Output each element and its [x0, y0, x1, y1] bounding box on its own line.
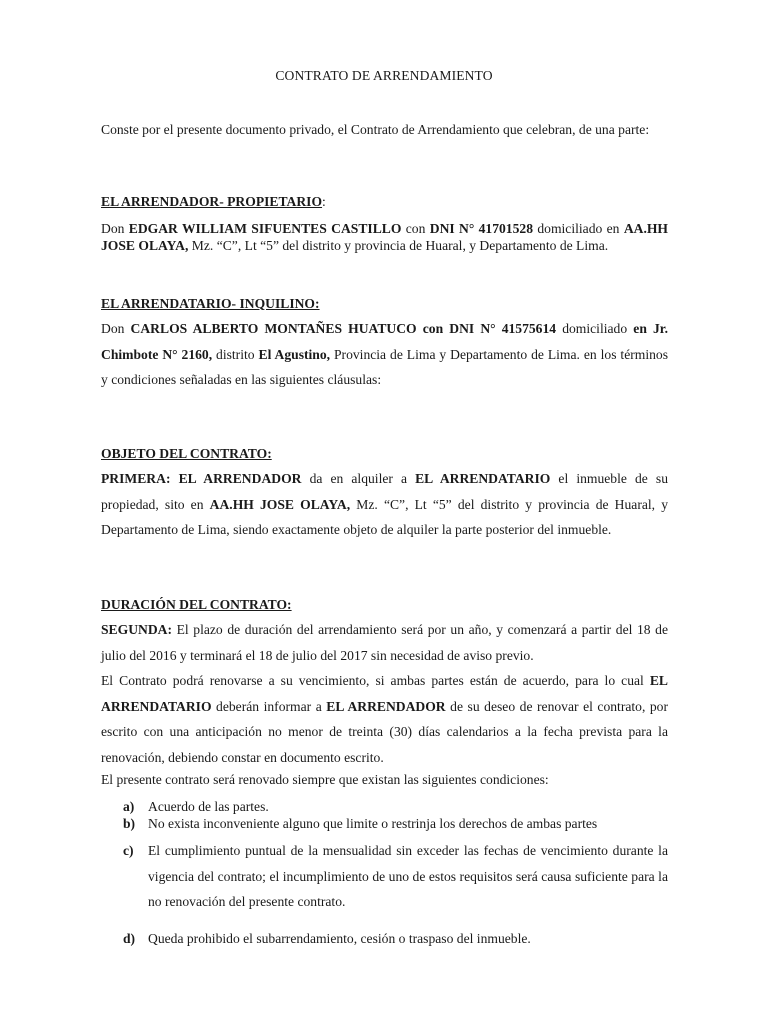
text-run: domiciliado — [556, 321, 634, 336]
party-arrendador: EL ARRENDADOR — [326, 698, 446, 714]
clause-label-segunda: SEGUNDA: — [101, 622, 172, 637]
list-item — [123, 815, 668, 832]
text-run: Don — [101, 321, 131, 336]
text-run: Mz. “C”, Lt “5” del distrito y provincia de Huaral, y Departamento de Lima. — [188, 238, 609, 253]
arrendatario-heading — [101, 296, 668, 312]
intro-paragraph: Conste por el presente documento privado, el Contrato de Arrendamiento que celebran, de una parte: — [101, 122, 650, 137]
party-arrendatario: EL ARRENDATARIO — [415, 471, 551, 486]
text-run: Provincia de Lima y Departamento de Lima. en los términos y condiciones señaladas en las siguientes cláusulas: — [101, 346, 669, 387]
text-run: El plazo de duración del arrendamiento será por un año, y comenzará a partir del 18 de julio del 2016 y terminará el 18 de julio del 2017 sin necesidad de aviso previo. — [101, 622, 668, 663]
list-item-text: Queda prohibido el subarrendamiento, cesión o traspaso del inmueble. — [148, 931, 531, 946]
objeto-paragraph — [101, 466, 668, 543]
arrendador-heading-text: EL ARRENDADOR- PROPIETARIO — [101, 194, 323, 209]
duracion-paragraph — [101, 617, 668, 668]
list-marker: b) — [123, 816, 136, 831]
text-run: El Contrato podrá renovarse a su vencimiento, si ambas partes están de acuerdo, para lo cual — [101, 673, 650, 688]
text-run: domiciliado en — [533, 221, 624, 236]
party-arrendatario: EL ARRENDATARIO — [101, 673, 668, 714]
arrendador-dni: DNI N° 41701528 — [429, 221, 533, 236]
list-item — [123, 838, 668, 915]
party-arrendador: EL ARRENDADOR — [178, 471, 302, 486]
arrendatario-heading-text: EL ARRENDATARIO- INQUILINO: — [101, 296, 320, 311]
conditions-intro: El presente contrato será renovado siempre que existan las siguientes condiciones: — [101, 772, 549, 787]
text-run: Don — [101, 221, 129, 236]
arrendador-heading-suffix: : — [322, 194, 326, 209]
list-item — [123, 930, 668, 947]
list-marker: c) — [123, 843, 134, 858]
list-marker: d) — [123, 931, 136, 946]
text-run: distrito — [212, 346, 259, 362]
text-run: deberán informar a — [211, 698, 327, 714]
list-item-text: El cumplimiento puntual de la mensualidad sin exceder las fechas de vencimiento durante la vigencia del contrato; el incumplimiento de uno de estos requisitos será causa suficiente para la no renovación del presente contrato. — [148, 843, 668, 909]
clause-label-primera: PRIMERA: — [101, 471, 171, 486]
arrendador-name: EDGAR WILLIAM SIFUENTES CASTILLO — [128, 221, 402, 236]
duracion-heading — [101, 597, 668, 613]
property-address: AA.HH JOSE OLAYA, — [209, 496, 351, 512]
duracion-heading-text: DURACIÓN DEL CONTRATO: — [101, 597, 292, 612]
text-run: de su deseo de renovar el contrato, por escrito con una anticipación no menor de treinta (30) días calendarios a la fecha prevista para la renovación, debiendo constar en documento escrito. — [101, 698, 669, 765]
list-item-text: No exista inconveniente alguno que limite o restrinja los derechos de ambas partes — [148, 816, 598, 831]
list-marker: a) — [123, 799, 135, 814]
arrendatario-address: en Jr. Chimbote N° 2160, — [101, 321, 668, 362]
objeto-heading — [101, 446, 668, 462]
arrendador-paragraph — [101, 220, 668, 254]
list-item — [123, 798, 668, 815]
text-run: con — [401, 221, 430, 236]
text-run: da en alquiler a — [301, 471, 416, 486]
document-title: CONTRATO DE ARRENDAMIENTO — [275, 68, 493, 83]
arrendador-address: AA.HH JOSE OLAYA, — [101, 221, 668, 253]
arrendatario-name-dni: CARLOS ALBERTO MONTAÑES HUATUCO con DNI N° 41575614 — [130, 321, 557, 336]
list-item-text: Acuerdo de las partes. — [148, 799, 269, 814]
renewal-paragraph — [101, 668, 668, 770]
arrendador-heading — [101, 194, 668, 210]
text-run: el inmueble de su propiedad, sito en — [101, 471, 668, 512]
objeto-heading-text: OBJETO DEL CONTRATO: — [101, 446, 272, 461]
text-run: Mz. “C”, Lt “5” del distrito y provincia de Huaral, y Departamento de Lima, siendo exactamente objeto de alquiler la parte posterior del inmueble. — [101, 496, 669, 537]
arrendatario-paragraph — [101, 316, 668, 393]
arrendatario-district: El Agustino, — [258, 346, 331, 362]
